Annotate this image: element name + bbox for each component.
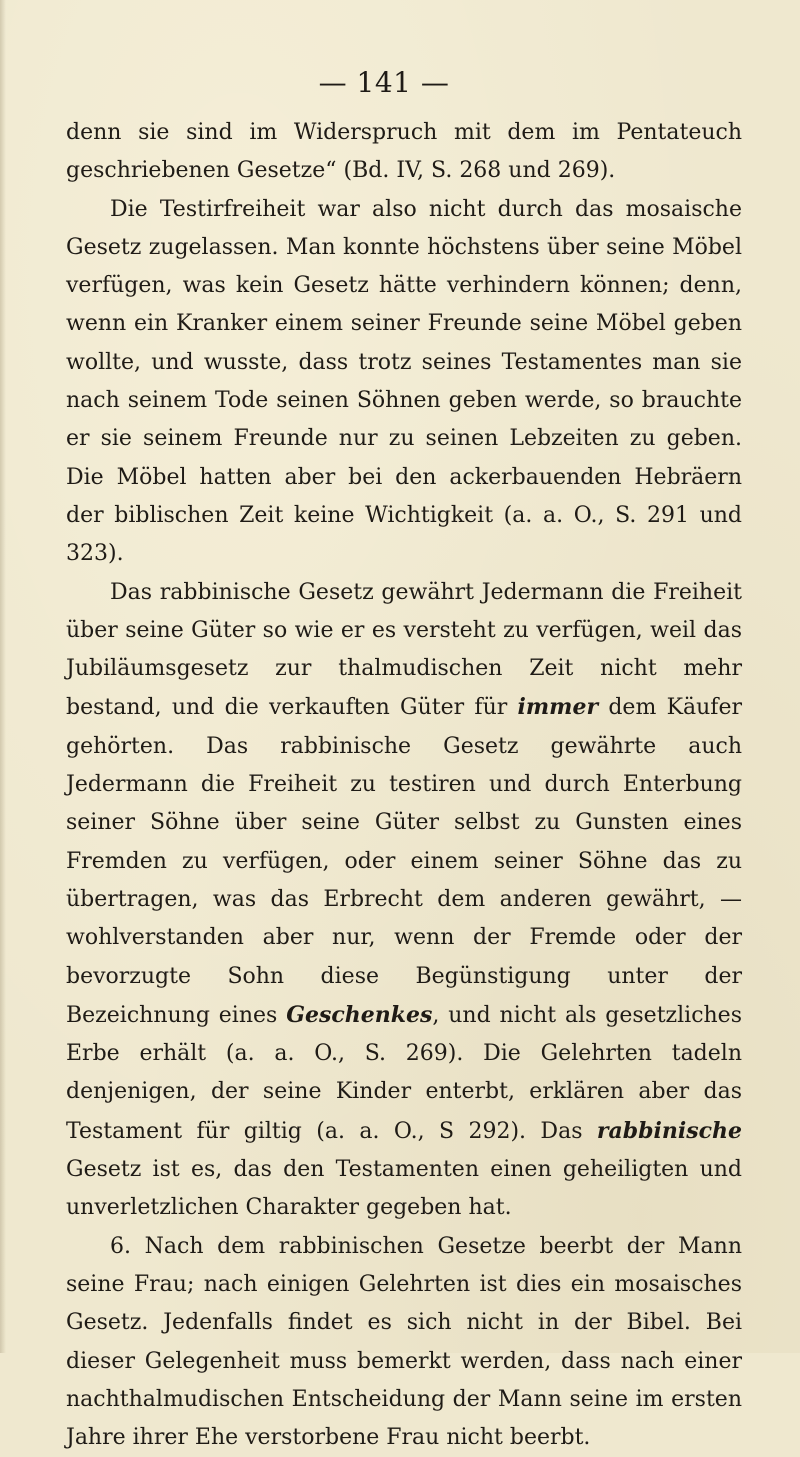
paragraph-4 <box>66 1228 742 1457</box>
page-number-header: — 141 — <box>318 66 450 99</box>
paragraph-3-part-4: Gesetz ist es, das den Testamenten einen geheiligten und unverletzlichen Charakter gegeben hat. <box>66 1157 742 1221</box>
paragraph-3 <box>66 574 742 1228</box>
paragraph-3-part-2: dem Käufer gehörten. Das rabbinische Gesetz gewährte auch Jedermann die Freiheit zu testiren und durch Enterbung seiner Söhne über seine Güter selbst zu Gunsten eines Fremden zu verfügen, oder einem seiner Söhne das zu übertragen, was das Erbrecht dem anderen gewährt, — wohlverstanden aber nur, wenn der Fremde oder der bevorzugte Sohn diese Begünstigung unter der Bezeichnung eines <box>66 695 742 1028</box>
emphasis-geschenkes: Geschenkes <box>286 1001 433 1028</box>
paragraph-2 <box>66 191 742 574</box>
paragraph-3-part-3: , und nicht als gesetzliches Erbe erhält (a. a. O., S. 269). Die Gelehrten tadeln denjenigen, der seine Kinder enterbt, erklären aber das Testament für giltig (a. a. O., S 292). Das <box>66 1002 742 1144</box>
emphasis-immer: immer <box>517 694 599 721</box>
paragraph-1-text: denn sie sind im Widerspruch mit dem im Pentateuch geschriebenen Gesetze“ (Bd. IV, S. 268 und 269). <box>66 120 742 184</box>
emphasis-rabbinische: rabbinische <box>596 1117 742 1144</box>
paragraph-2-text: Die Testirfreiheit war also nicht durch das mosaische Gesetz zugelassen. Man konnte höchstens über seine Möbel verfügen, was kein Gesetz hätte verhindern können; denn, wenn ein Kranker einem seiner Freunde seine Möbel geben wollte, und wusste, dass trotz seines Testamentes man sie nach seinem Tode seinen Söhnen geben werde, so brauchte er sie seinem Freunde nur zu seinen Lebzeiten zu geben. Die Möbel hatten aber bei den ackerbauenden Hebräern der biblischen Zeit keine Wichtigkeit (a. a. O., S. 291 und 323). <box>66 196 742 567</box>
page-binding-shadow <box>0 0 6 1353</box>
paragraph-4-text: 6. Nach dem rabbinischen Gesetze beerbt der Mann seine Frau; nach einigen Gelehrten ist dies ein mosaisches Gesetz. Jedenfalls findet es sich nicht in der Bibel. Bei dieser Gelegenheit muss bemerkt werden, dass nach einer nachthalmudischen Entscheidung der Mann seine im ersten Jahre ihrer Ehe verstorbene Frau nicht beerbt. <box>66 1233 742 1451</box>
paragraph-1 <box>66 114 742 191</box>
body-text <box>66 114 742 1457</box>
paragraph-3-part-1: Das rabbinische Gesetz gewährt Jedermann die Freiheit über seine Güter so wie er es versteht zu verfügen, weil das Jubiläumsgesetz zur thalmudischen Zeit nicht mehr bestand, und die verkauften Güter für <box>66 579 742 721</box>
